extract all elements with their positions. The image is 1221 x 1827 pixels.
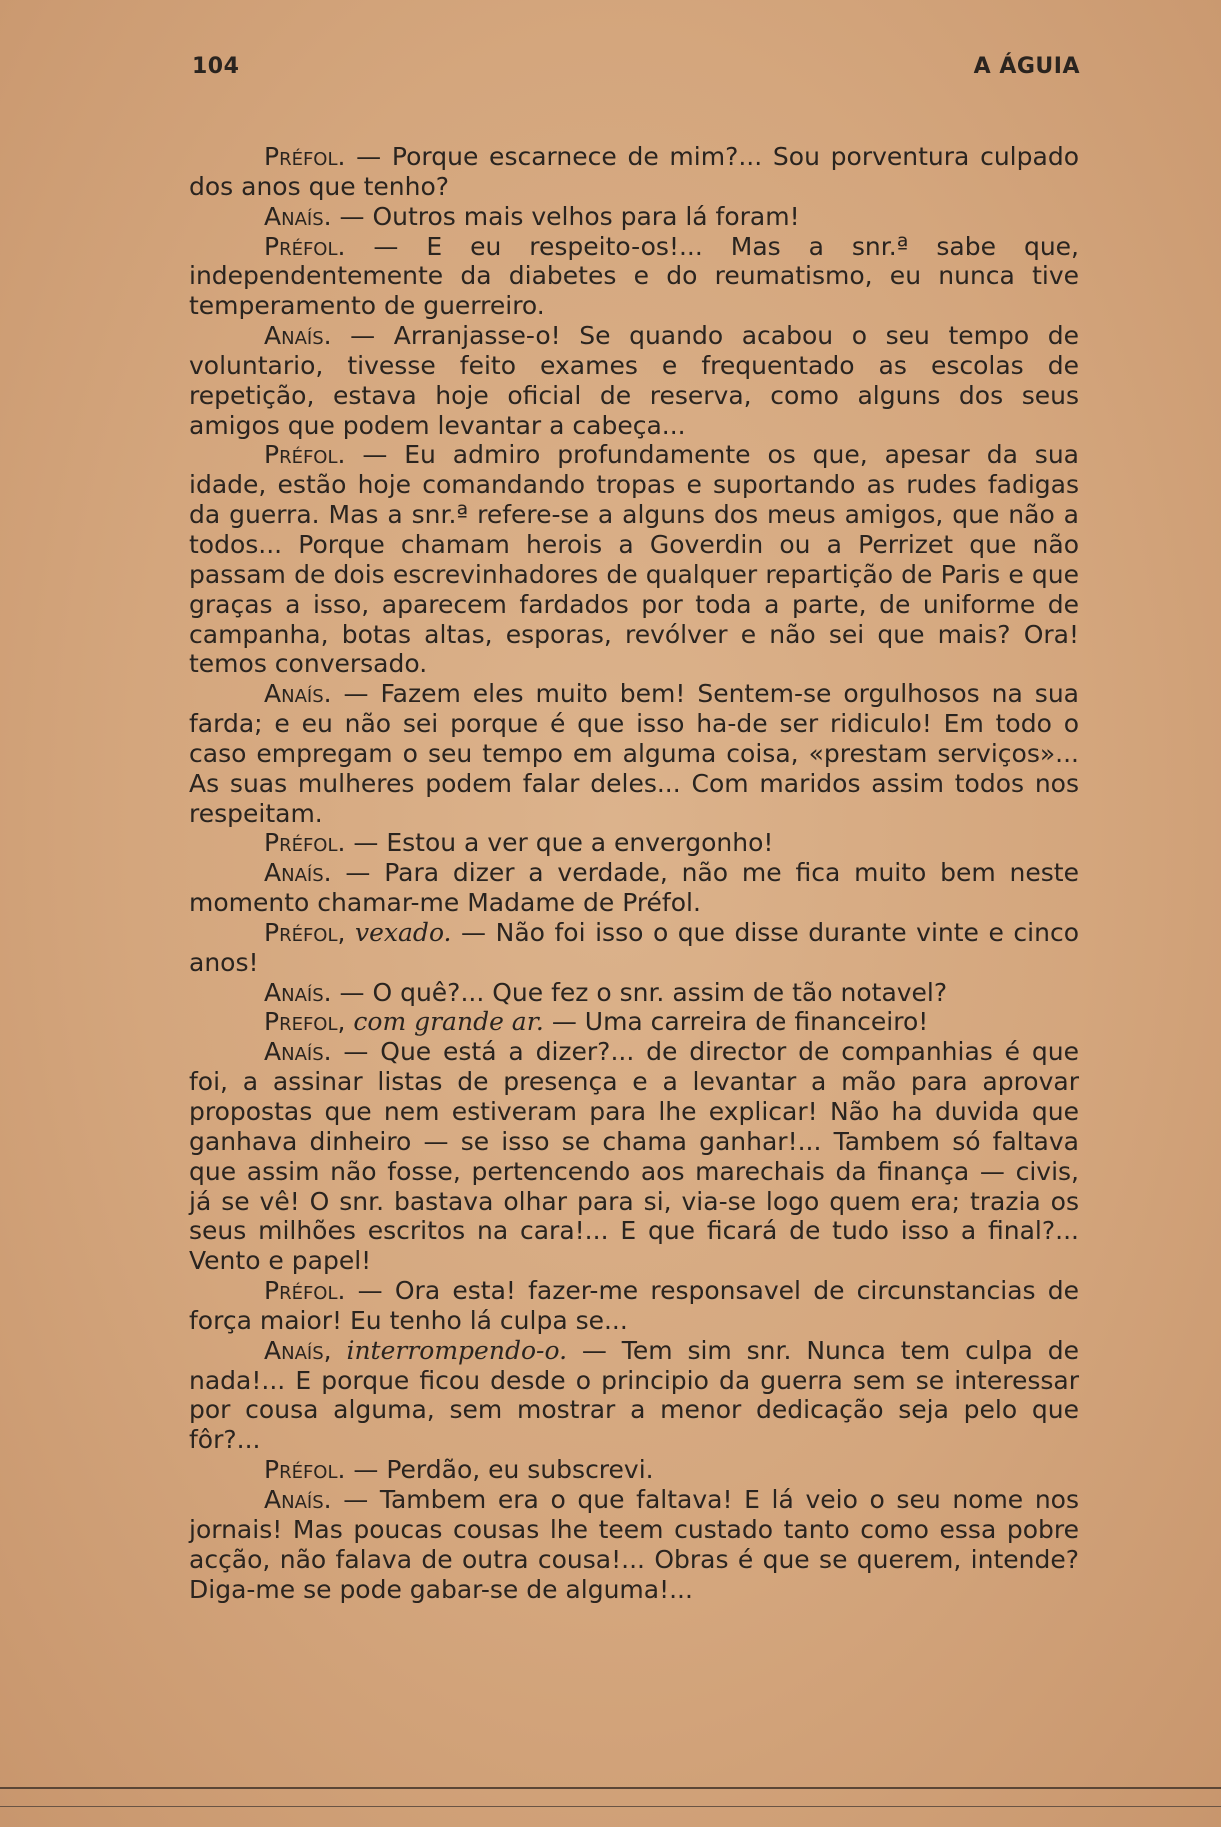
dialogue-line — [189, 1276, 1079, 1336]
dialogue-line — [189, 321, 1079, 440]
speaker-name: Préfol. — [264, 1276, 346, 1306]
speaker-name: Préfol. — [264, 142, 346, 171]
stage-direction: vexado. — [345, 917, 452, 947]
dialogue-line — [189, 232, 1079, 322]
speech-text: — Para dizer a verdade, não me fica muito bem neste momento chamar-me Madame de Préfol. — [189, 858, 1079, 918]
speech-text: — Perdão, eu subscrevi. — [345, 1455, 654, 1485]
speech-text: — Uma carreira de financeiro! — [543, 1007, 929, 1037]
speech-text: — Que está a dizer?... de director de companhias é que foi, a assinar listas de presença e a levantar a mão para aprovar propostas que nem estiveram para lhe explicar! Não ha duvida que ganhava dinheiro — se isso se chama ganhar!... Tambem só faltava que assim não fosse, pertencendo aos marechais da finança — civis, já se vê! O snr. bastava olhar para si, via-se logo quem era; trazia os seus milhões escritos na cara!... E que ficará de tudo isso a final?... Vento e papel! — [189, 1037, 1079, 1276]
speech-text: — Fazem eles muito bem! Sentem-se orgulhosos na sua farda; e eu não sei porque é que isso ha-de ser ridiculo! Em todo o caso empregam o seu tempo em alguma coisa, «prestam serviços»... As suas mulheres podem falar deles... Com maridos assim todos nos respeitam. — [189, 679, 1079, 828]
speaker-name: Préfol. — [264, 1455, 346, 1485]
dialogue-line — [189, 440, 1079, 679]
running-title: A ÁGUIA — [973, 54, 1080, 79]
dialogue-line — [189, 978, 1079, 1008]
speech-text: — Não foi isso o que disse durante vinte e cinco anos! — [189, 917, 1079, 977]
speaker-name: Anaís. — [264, 679, 332, 709]
dialogue-line — [189, 1007, 1079, 1037]
speech-text: — E eu respeito-os!... Mas a snr.ª sabe que, independentemente da diabetes e do reumatismo, eu nunca tive temperamento de guerreiro. — [189, 231, 1079, 321]
speech-text: — Tambem era o que faltava! E lá veio o seu nome nos jornais! Mas poucas cousas lhe teem custado tanto como essa pobre acção, não falava de outra cousa!... Obras é que se querem, intende? Diga-me se pode gabar-se de alguma!... — [189, 1484, 1079, 1604]
dialogue-line — [189, 1455, 1079, 1485]
stage-direction: interrompendo-o. — [331, 1335, 568, 1365]
speech-text: — Tem sim snr. Nunca tem culpa de nada!... E porque ficou desde o principio da guerra sem se interessar por cousa alguma, sem mostrar a menor dedicação seja pelo que fôr?... — [189, 1335, 1079, 1455]
speech-text: — Ora esta! fazer-me responsavel de circunstancias de força maior! Eu tenho lá culpa se... — [189, 1276, 1079, 1335]
dialogue-line — [189, 1037, 1079, 1276]
speaker-name: Préfol. — [264, 440, 346, 470]
speaker-name: Anaís, — [264, 1335, 332, 1365]
dialogue-line — [189, 679, 1079, 828]
speaker-name: Anaís. — [264, 321, 332, 351]
speaker-name: Anaís. — [264, 1484, 332, 1514]
dialogue-line — [189, 1336, 1079, 1455]
stage-direction: com grande ar. — [345, 1007, 544, 1037]
speech-text: — Porque escarnece de mim?... Sou porventura culpado dos anos que tenho? — [189, 142, 1079, 201]
speech-text: — Outros mais velhos para lá foram! — [331, 201, 800, 231]
speaker-name: Préfol. — [264, 828, 346, 858]
dialogue-line — [189, 142, 1079, 202]
dialogue-line — [189, 202, 1079, 232]
speaker-name: Préfol, — [264, 917, 346, 947]
speech-text: — Eu admiro profundamente os que, apesar da sua idade, estão hoje comandando tropas e suportando as rudes fadigas da guerra. Mas a snr.ª refere-se a alguns dos meus amigos, que não a todos... Porque chamam herois a Goverdin ou a Perrizet que não passam de dois escrevinhadores de qualquer repartição de Paris e que graças a isso, aparecem fardados por toda a parte, de uniforme de campanha, botas altas, esporas, revólver e não sei que mais? Ora! temos conversado. — [189, 440, 1079, 679]
dialogue-line — [189, 918, 1079, 978]
bottom-rule — [0, 1787, 1221, 1789]
dialogue-line — [189, 1485, 1079, 1604]
dialogue-line — [189, 858, 1079, 918]
speaker-name: Anaís. — [264, 1037, 332, 1067]
speaker-name: Anaís. — [264, 977, 332, 1007]
bottom-rule-thin — [0, 1806, 1221, 1807]
speech-text: — Arranjasse-o! Se quando acabou o seu tempo de voluntario, tivesse feito exames e frequentado as escolas de repetição, estava hoje oficial de reserva, como alguns dos seus amigos que podem levantar a cabeça... — [189, 321, 1079, 440]
dialogue-text — [189, 142, 1079, 1604]
dialogue-line — [189, 828, 1079, 858]
speaker-name: Préfol. — [264, 231, 346, 261]
speaker-name: Anaís. — [264, 201, 332, 231]
speech-text: — Estou a ver que a envergonho! — [345, 828, 774, 858]
speaker-name: Prefol, — [264, 1007, 346, 1037]
page-number: 104 — [192, 54, 240, 79]
speaker-name: Anaís. — [264, 858, 332, 888]
speech-text: — O quê?... Que fez o snr. assim de tão notavel? — [331, 977, 948, 1007]
page-header — [192, 54, 1080, 94]
